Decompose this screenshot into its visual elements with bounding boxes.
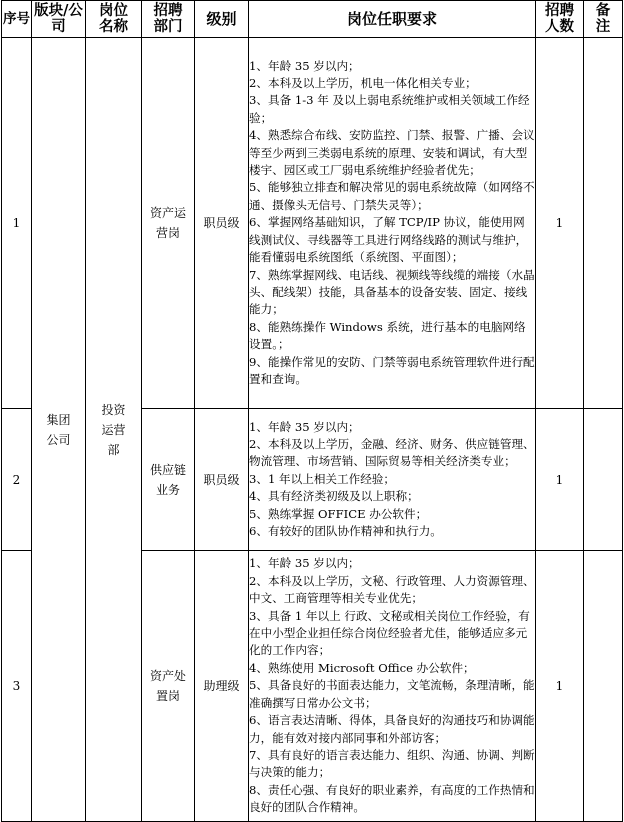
job-level: 职员级: [195, 409, 249, 551]
remark-cell: [584, 38, 623, 409]
requirement-item: 6、有较好的团队协作精神和执行力。: [249, 524, 442, 539]
requirement-item: 6、掌握网络基础知识，了解 TCP/IP 协议，能使用网线测试仪、寻线器等工具进行网络线路的测试与维护，能看懂弱电系统图纸（系统图、平面图）；: [249, 215, 528, 265]
recruitment-table: [1, 0, 623, 822]
requirement-item: 6、语言表达清晰、得体，具备良好的沟通技巧和协调能力，能有效对接内部同事和外部访客；: [249, 713, 535, 745]
division-label: 集团公司: [46, 412, 71, 447]
requirement-item: 2、本科及以上学历，金融、经济、财务、供应链管理、物流管理、市场营销、国际贸易等相关经济类专业；: [249, 436, 535, 469]
header-department: 招聘部门: [142, 1, 195, 38]
requirement-item: 2、本科及以上学历，机电一体化相关专业；: [249, 76, 477, 91]
requirement-item: 8、责任心强、有良好的职业素养，有高度的工作热情和良好的团队合作精神。: [249, 782, 535, 815]
remark-cell: [584, 551, 623, 822]
header-row: [2, 1, 623, 38]
department-cell: [86, 38, 142, 822]
requirement-item: 4、熟练使用 Microsoft Office 办公软件；: [249, 660, 475, 675]
requirement-item: 9、能操作常见的安防、门禁等弱电系统管理软件进行配置和查询。: [249, 354, 535, 386]
requirement-item: 5、熟练掌握 OFFICE 办公软件；: [249, 506, 428, 521]
row-number: 2: [2, 409, 32, 551]
requirements-cell: [249, 38, 536, 409]
job-level: 职员级: [195, 38, 249, 409]
requirement-item: 4、熟悉综合布线、安防监控、门禁、报警、广播、会议等至少两到三类弱电系统的原理、安装和调试，有大型楼宇、园区或工厂弱电系统维护经验者优先；: [249, 128, 535, 178]
requirements-cell: [249, 551, 536, 822]
header-requirements: 岗位任职要求: [249, 1, 536, 38]
requirement-item: 8、能熟练操作 Windows 系统，进行基本的电脑网络设置。；: [249, 319, 526, 352]
header-remark: 备注: [584, 1, 623, 38]
requirement-item: 4、具有经济类初级及以上职称；: [249, 489, 419, 504]
header-position: 岗位名称: [86, 1, 142, 38]
position-name: 资产运营岗: [142, 38, 195, 409]
row-number: 1: [2, 38, 32, 409]
division-cell: [32, 38, 86, 822]
requirements-cell: [249, 409, 536, 551]
job-level: 助理级: [195, 551, 249, 822]
requirement-item: 1、年龄 35 岁以内；: [249, 58, 360, 73]
requirement-item: 2、本科及以上学历，文秘、行政管理、人力资源管理、中文、工商管理等相关专业优先；: [249, 573, 535, 606]
headcount: 1: [536, 409, 584, 551]
requirement-item: 5、具备良好的书面表达能力，文笔流畅，条理清晰，能准确撰写日常办公文书；: [249, 678, 535, 710]
header-headcount: 招聘人数: [536, 1, 584, 38]
remark-cell: [584, 409, 623, 551]
position-name: 资产处置岗: [142, 551, 195, 822]
requirement-item: 1、年龄 35 岁以内；: [249, 556, 360, 571]
position-name: 供应链业务: [142, 409, 195, 551]
headcount: 1: [536, 551, 584, 822]
department-label: 投资运营部: [101, 402, 126, 457]
header-no: 序号: [2, 1, 32, 38]
requirement-item: 5、能够独立排查和解决常见的弱电系统故障（如网络不通、摄像头无信号、门禁失灵等）；: [249, 180, 535, 212]
requirement-item: 7、熟练掌握网线、电话线、视频线等线缆的端接（水晶头、配线架）技能，具备基本的设备安装、固定、接线能力；: [249, 267, 535, 317]
headcount: 1: [536, 38, 584, 409]
header-level: 级别: [195, 1, 249, 38]
row-number: 3: [2, 551, 32, 822]
table-row: [2, 38, 623, 409]
header-division: 版块/公司: [32, 1, 86, 38]
requirement-item: 3、具备 1 年以上 行政、文秘或相关岗位工作经验，有在中小型企业担任综合岗位经验者尤佳，能够适应多元化的工作内容；: [249, 608, 530, 658]
requirement-item: 7、具有良好的语言表达能力、组织、沟通、协调、判断与决策的能力；: [249, 747, 535, 780]
requirement-item: 3、1 年以上相关工作经验；: [249, 471, 395, 486]
requirement-item: 3、具备 1-3 年 及以上弱电系统维护或相关领域工作经验；: [249, 93, 530, 125]
requirement-item: 1、年龄 35 岁以内；: [249, 419, 360, 434]
